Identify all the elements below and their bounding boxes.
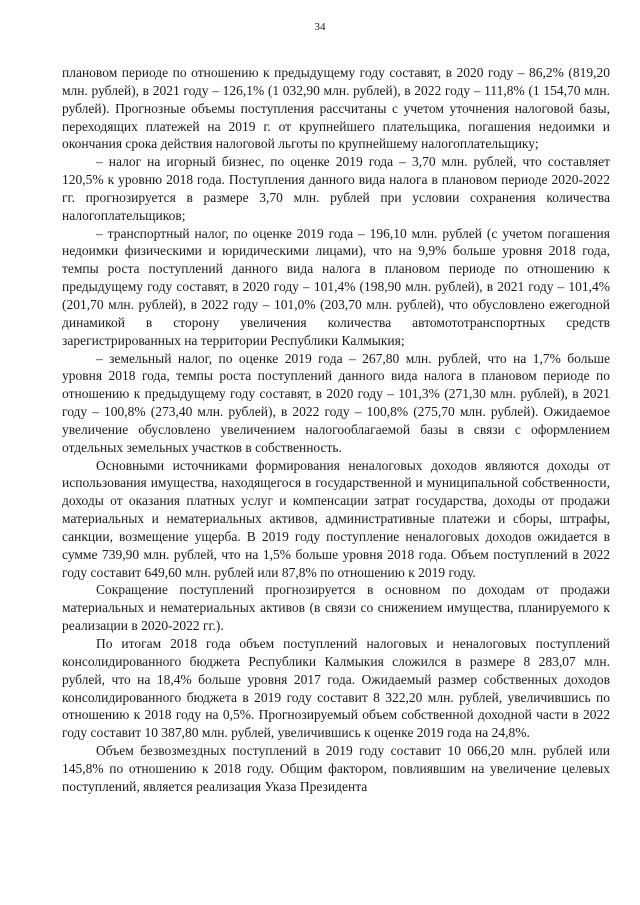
paragraph-continuation: плановом периоде по отношению к предыдущему году составят, в 2020 году – 86,2% (819,20 млн. рублей), в 2021 году – 126,1% (1 032,90 млн. рублей), в 2022 году – 111,8% (1 154,70 млн. рублей). Прогнозные объемы поступления рассчитаны с учетом уточнения налоговой базы, переходящих платежей на 2019 г. от крупнейшего плательщика, погашения недоимки и окончания срока действия налоговой льготы по крупнейшему налогоплательщику; xyxy=(62,65,610,152)
paragraph-transport-tax: – транспортный налог, по оценке 2019 года – 196,10 млн. рублей (с учетом погашения недоимки физическими и юридическими лицами), что на 9,9% больше уровня 2018 года, темпы роста поступлений данного вида налога в плановом периоде по отношению к предыдущему году составят, в 2020 году – 101,4% (198,90 млн. рублей), в 2021 году – 101,4% (201,70 млн. рублей), в 2022 году – 101,0% (203,70 млн. рублей), что обусловлено ежегодной динамикой в сторону увеличения количества автомототранспортных средств зарегистрированных на территории Республики Калмыкия; xyxy=(62,225,610,348)
page-number: 34 xyxy=(314,21,326,33)
paragraph-2018-results: По итогам 2018 года объем поступлений налоговых и неналоговых поступлений консолидированного бюджета Республики Калмыкия сложился в размере 8 283,07 млн. рублей, что на 18,4% больше уровня 2017 года. Ожидаемый размер собственных доходов консолидированного бюджета в 2019 году составит 8 322,20 млн. рублей, увеличившись по отношению к 2018 году на 0,5%. Прогнозируемый объем собственной доходной части в 2022 году составит 10 387,80 млн. рублей, увеличившись к оценке 2019 года на 24,8%. xyxy=(62,636,610,741)
document-body xyxy=(62,64,610,796)
paragraph-land-tax: – земельный налог, по оценке 2019 года – 267,80 млн. рублей, что на 1,7% больше уровня 2018 года, темпы роста поступлений данного вида налога в плановом периоде по отношению к предыдущему году составят, в 2020 году – 101,3% (271,30 млн. рублей), в 2021 году – 100,8% (273,40 млн. рублей), в 2022 году – 100,8% (275,70 млн. рублей). Ожидаемое увеличение обусловлено увеличением налогооблагаемой базы в связи с оформлением отдельных земельных участков в собственность. xyxy=(62,350,610,455)
paragraph-reduction: Сокращение поступлений прогнозируется в основном по доходам от продажи материальных и нематериальных активов (в связи со снижением имущества, планируемого к реализации в 2020-2022 гг.). xyxy=(62,582,610,634)
paragraph-gratuitous-receipts: Объем безвозмездных поступлений в 2019 году составит 10 066,20 млн. рублей или 145,8% по отношению к 2018 году. Общим фактором, повлиявшим на увеличение целевых поступлений, является реализация Указа Президента xyxy=(62,743,610,794)
paragraph-gambling-tax: – налог на игорный бизнес, по оценке 2019 года – 3,70 млн. рублей, что составляет 120,5% к уровню 2018 года. Поступления данного вида налога в плановом периоде 2020-2022 гг. прогнозируется в размере 3,70 млн. рублей при условии сохранения количества налогоплательщиков; xyxy=(62,154,610,223)
paragraph-non-tax-income: Основными источниками формирования неналоговых доходов являются доходы от использования имущества, находящегося в государственной и муниципальной собственности, доходы от оказания платных услуг и компенсации затрат государства, доходы от продажи материальных и нематериальных активов, административные платежи и сборы, штрафы, санкции, возмещение ущерба. В 2019 году поступление неналоговых доходов ожидается в сумме 739,90 млн. рублей, что на 1,5% больше уровня 2018 года. Объем поступлений в 2022 году составит 649,60 млн. рублей или 87,8% по отношению к 2019 году. xyxy=(62,457,610,580)
